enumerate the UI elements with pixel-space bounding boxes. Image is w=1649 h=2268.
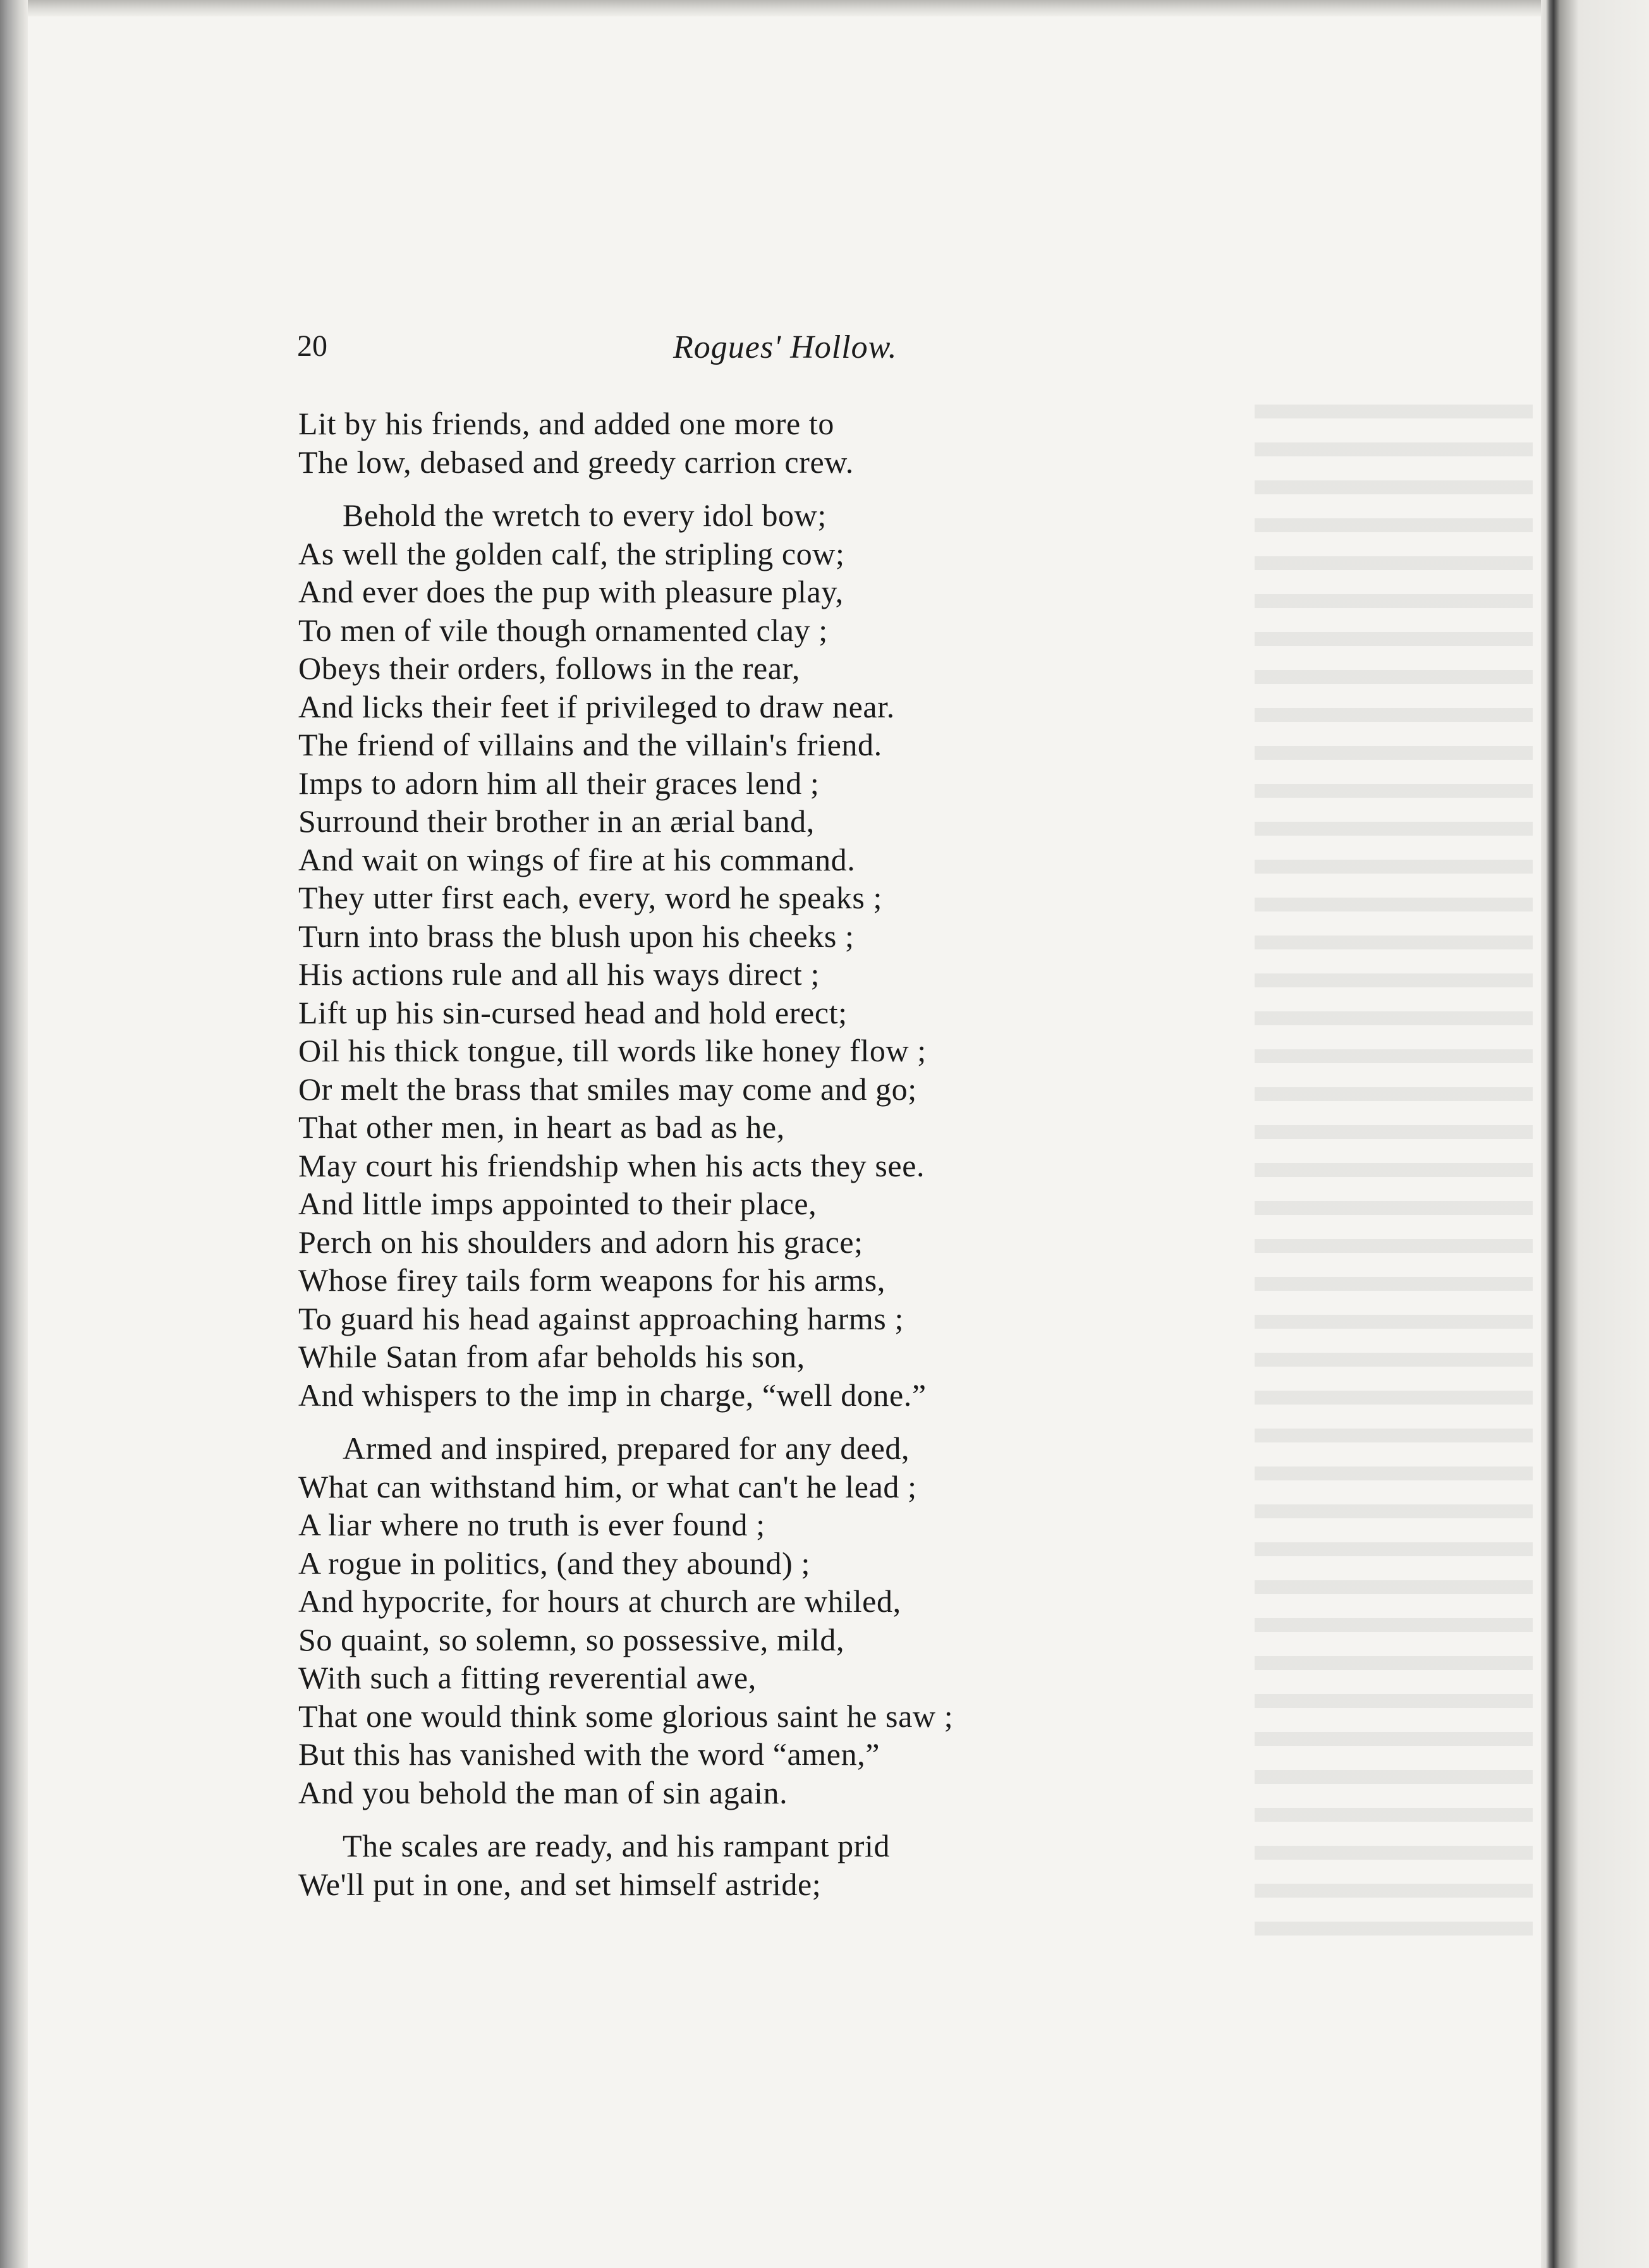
poem-line: To men of vile though ornamented clay ; (298, 612, 828, 648)
page-number: 20 (297, 329, 327, 363)
poem-line: Turn into brass the blush upon his cheeks ; (298, 918, 855, 954)
poem-line: But this has vanished with the word “amen,” (298, 1736, 880, 1772)
poem-line: His actions rule and all his ways direct ; (298, 956, 820, 992)
running-title: Rogues' Hollow. (673, 329, 898, 365)
poem-line: So quaint, so solemn, so possessive, mild, (298, 1621, 845, 1657)
poem-line: Obeys their orders, follows in the rear, (298, 650, 800, 686)
poem-line: What can withstand him, or what can't he lead ; (298, 1468, 917, 1504)
poem-line: Lit by his friends, and added one more to (298, 406, 835, 441)
poem-line: And wait on wings of fire at his command. (298, 841, 856, 877)
poem-line: The scales are ready, and his rampant prid (343, 1828, 891, 1863)
poem-line: And little imps appointed to their place, (298, 1186, 817, 1221)
poem-line: Oil his thick tongue, till words like honey flow ; (298, 1033, 927, 1068)
poem-line: And you behold the man of sin again. (298, 1774, 788, 1810)
poem-line: And hypocrite, for hours at church are whiled, (298, 1583, 901, 1619)
poem-line: Armed and inspired, prepared for any deed, (343, 1430, 910, 1466)
poem-line: That one would think some glorious saint he saw ; (298, 1698, 954, 1734)
poem-line: As well the golden calf, the stripling cow; (298, 535, 845, 571)
poem-line: And ever does the pup with pleasure play, (298, 574, 844, 609)
poem-line: That other men, in heart as bad as he, (298, 1109, 785, 1145)
poem-line: A rogue in politics, (and they abound) ; (298, 1545, 810, 1581)
poem-line: With such a fitting reverential awe, (298, 1660, 757, 1695)
poem-line: The friend of villains and the villain's friend. (298, 727, 882, 762)
poem-line: While Satan from afar beholds his son, (298, 1339, 805, 1374)
poem-body (298, 405, 1436, 1903)
poem-line: Or melt the brass that smiles may come and go; (298, 1071, 917, 1107)
poem-line: Surround their brother in an ærial band, (298, 803, 815, 839)
stanza-gap (298, 1812, 1436, 1827)
stanza (298, 1827, 1436, 1903)
poem-line: We'll put in one, and set himself astride; (298, 1866, 822, 1902)
poem-line: May court his friendship when his acts they see. (298, 1147, 925, 1183)
poem-line: And whispers to the imp in charge, “well done.” (298, 1377, 927, 1413)
page-fold-edge (1541, 0, 1649, 2268)
scan-top-edge (0, 0, 1649, 16)
poem-line: And licks their feet if privileged to draw near. (298, 688, 895, 724)
scan-left-edge (0, 0, 28, 2268)
poem-line: Imps to adorn him all their graces lend ; (298, 765, 820, 801)
stanza-gap (298, 1414, 1436, 1429)
stanza (298, 1429, 1436, 1812)
poem-line: A liar where no truth is ever found ; (298, 1507, 765, 1542)
stanza (298, 496, 1436, 1414)
poem-line: Whose firey tails form weapons for his arms, (298, 1262, 885, 1298)
poem-line: To guard his head against approaching harms ; (298, 1300, 904, 1336)
poem-line: Lift up his sin-cursed head and hold erect; (298, 994, 848, 1030)
page-header (297, 329, 1277, 373)
poem-line: Perch on his shoulders and adorn his grace; (298, 1224, 863, 1260)
stanza-gap (298, 481, 1436, 496)
stanza (298, 405, 1436, 481)
poem-line: Behold the wretch to every idol bow; (343, 497, 827, 533)
poem-line: They utter first each, every, word he speaks ; (298, 880, 883, 915)
poem-line: The low, debased and greedy carrion crew. (298, 444, 854, 480)
